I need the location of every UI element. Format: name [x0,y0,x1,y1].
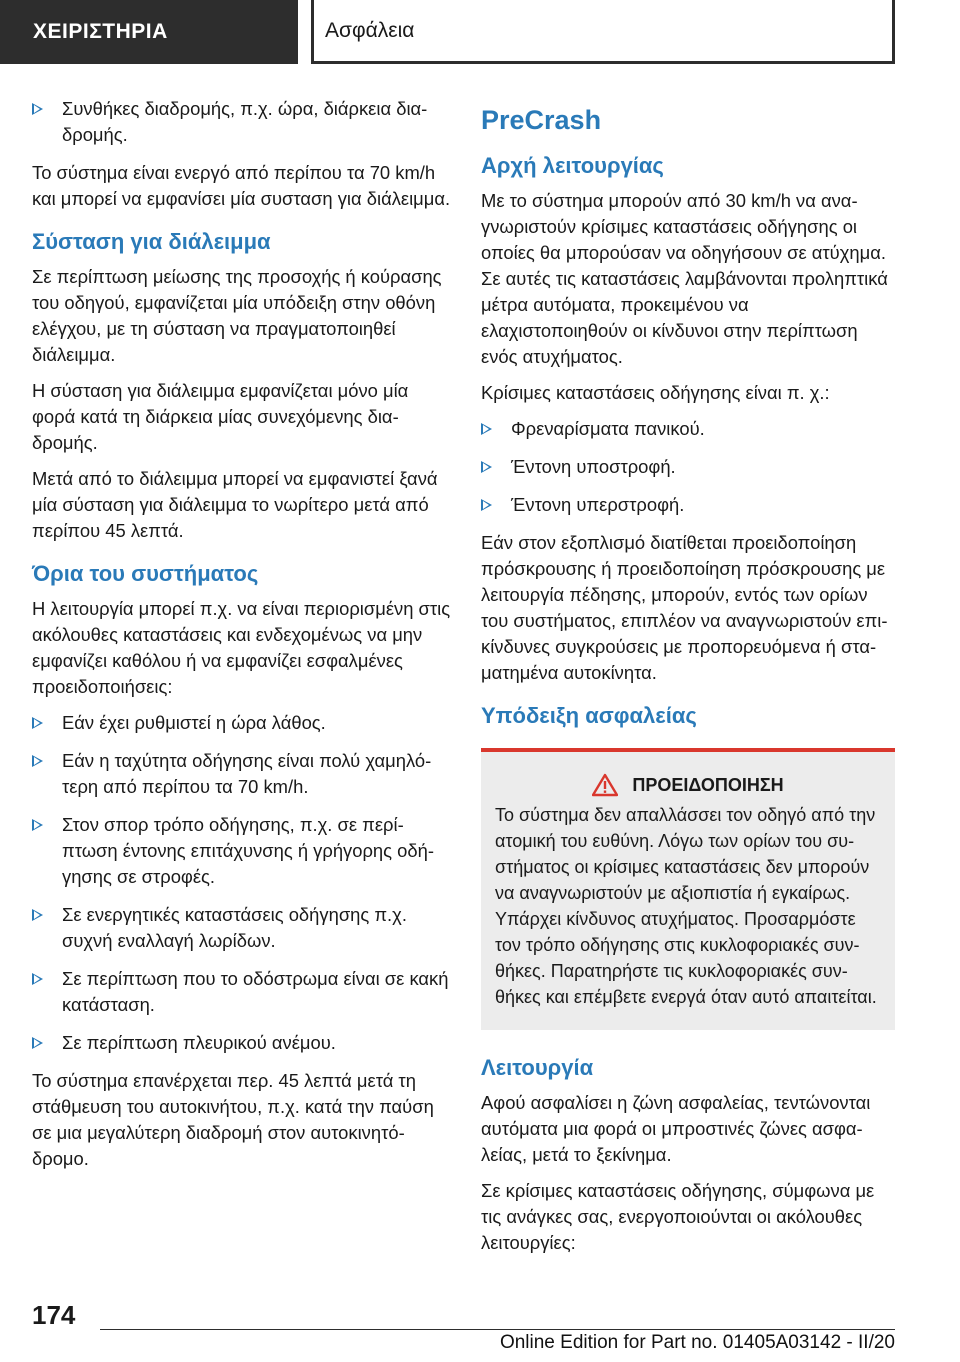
heading-break-recommendation: Σύσταση για διάλειμμα [32,229,271,254]
list-item: Σε περίπτωση πλευρικού ανέμου. [32,1030,452,1056]
list-item: Φρεναρίσματα πανικού. [481,416,895,442]
heading-system-limits: Όρια του συστήματος [32,561,259,586]
paragraph: Εάν στον εξοπλισμό διατίθεται προειδοποίηση πρόσκρουσης ή προειδοποίηση πρόσκρουσης με λειτουργία πέδησης, μπορούν, εντός των ορίων του συστήματος, επιπλέον να αναγνωριστούν επικίνδυνες συγκρούσεις με προπορευόμενα ή σταματημένα αυτοκίνητα. [481,532,888,683]
list-item: Εάν έχει ρυθμιστεί η ώρα λάθος. [32,710,452,736]
warning-triangle-icon [592,773,618,797]
triangle-bullet-icon [32,1037,43,1049]
triangle-bullet-icon [32,819,43,831]
triangle-bullet-icon [32,909,43,921]
list-item: Εάν η ταχύτητα οδήγησης είναι πολύ χαμηλότερη από περίπου τα 70 km/h. [32,748,452,800]
triangle-bullet-icon [32,973,43,985]
list-item: Έντονη υποστροφή. [481,454,895,480]
warning-text: Το σύστημα δεν απαλλάσσει τον οδηγό από την ατομική του ευθύνη. Λόγω των ορίων του συστήματος οι κρίσιμες καταστάσεις δεν μπορούν να αναγνωριστούν με αξιοπιστία ή εγκαίρως. Υπάρχει κίνδυνος ατυχήματος. Προσαρμόστε τον τρόπο οδήγησης στις κυκλοφοριακές συνθήκες. Παρατηρήστε τις κυκλοφοριακές συνθήκες και επέμβετε ενεργά όταν αυτό απαιτείται. [495,805,877,1007]
paragraph: Η λειτουργία μπορεί π.χ. να είναι περιορισμένη στις ακόλουθες καταστάσεις και ενδεχομένως να μην εμφανίζει καθόλου ή να εμφανίζει εσφαλμένες προειδοποιήσεις: [32,598,451,697]
paragraph: Με το σύστημα μπορούν από 30 km/h να αναγνωριστούν κρίσιμες καταστάσεις οδήγησης οι οποίες θα μπορούσαν να οδηγήσουν σε ατύχημα. Σε αυτές τις καταστάσεις λαμβάνονται προληπτικά μέτρα αυτόματα, προκειμένου να ελαχιστοποιηθούν οι κίνδυνοι στην περίπτωση ενός ατυχήματος. [481,190,888,367]
page-title: PreCrash [481,105,602,135]
list-item: Στον σπορ τρόπο οδήγησης, π.χ. σε περίπτωση έντονης επιτάχυνσης ή γρήγορης οδήγησης σε στροφές. [32,812,452,890]
page-header [0,0,960,84]
paragraph: Η σύσταση για διάλειμμα εμφανίζεται μόνο μία φορά κατά τη διάρκεια μίας συνεχόμενης διαδρομής. [32,380,409,453]
triangle-bullet-icon [481,423,492,435]
paragraph: Σε κρίσιμες καταστάσεις οδήγησης, σύμφωνα με τις ανάγκες σας, ενεργοποιούνται οι ακόλουθες λειτουργίες: [481,1180,875,1253]
list-item: Συνθήκες διαδρομής, π.χ. ώρα, διάρκεια διαδρομής. [32,96,452,148]
paragraph: Κρίσιμες καταστάσεις οδήγησης είναι π. χ.: [481,382,830,403]
warning-title: ΠΡΟΕΙΔΟΠΟΙΗΣΗ [495,772,881,798]
paragraph: Το σύστημα επανέρχεται περ. 45 λεπτά μετά τη στάθμευση του αυτοκινήτου, π.χ. κατά την παύση σε μια μεγαλύτερη διαδρομή στον αυτοκινητόδρομο. [32,1070,434,1169]
page-number: 174 [32,1300,76,1330]
paragraph: Σε περίπτωση μείωσης της προσοχής ή κούρασης του οδηγού, εμφανίζεται μία υπόδειξη στην οθόνη ελέγχου, με τη σύσταση να πραγματοποιηθεί διάλειμμα. [32,266,442,365]
triangle-bullet-icon [32,717,43,729]
edition-note: Online Edition for Part no. 01405A03142 - II/20 [499,1332,895,1353]
heading-principle: Αρχή λειτουργίας [481,153,664,178]
section-tab: ΧΕΙΡΙΣΤΗΡΙΑ [0,0,298,64]
list-item: Έντονη υπερστροφή. [481,492,895,518]
warning-box [481,748,895,1030]
paragraph: Το σύστημα είναι ενεργό από περίπου τα 70 km/h και μπορεί να εμφανίσει μία συσταση για διάλειμμα. [32,162,451,209]
heading-safety-note: Υπόδειξη ασφαλείας [481,703,697,728]
list-item: Σε ενεργητικές καταστάσεις οδήγησης π.χ. συχνή εναλλαγή λωρίδων. [32,902,452,954]
subsection-tab: Ασφάλεια [311,0,895,64]
paragraph: Αφού ασφαλίσει η ζώνη ασφαλείας, τεντώνονται αυτόματα μια φορά οι μπροστινές ζώνες ασφαλείας, μετά το ξεκίνημα. [481,1092,871,1165]
triangle-bullet-icon [32,103,43,115]
triangle-bullet-icon [32,755,43,767]
triangle-bullet-icon [481,499,492,511]
paragraph: Μετά από το διάλειμμα μπορεί να εμφανιστεί ξανά μία σύσταση για διάλειμμα το νωρίτερο μετά από περίπου 45 λεπτά. [32,468,438,541]
list-item: Σε περίπτωση που το οδόστρωμα είναι σε κακή κατάσταση. [32,966,452,1018]
footer-divider [100,1329,895,1330]
right-column [481,96,895,1266]
triangle-bullet-icon [481,461,492,473]
heading-operation: Λειτουργία [481,1055,594,1080]
left-column [32,96,452,1182]
